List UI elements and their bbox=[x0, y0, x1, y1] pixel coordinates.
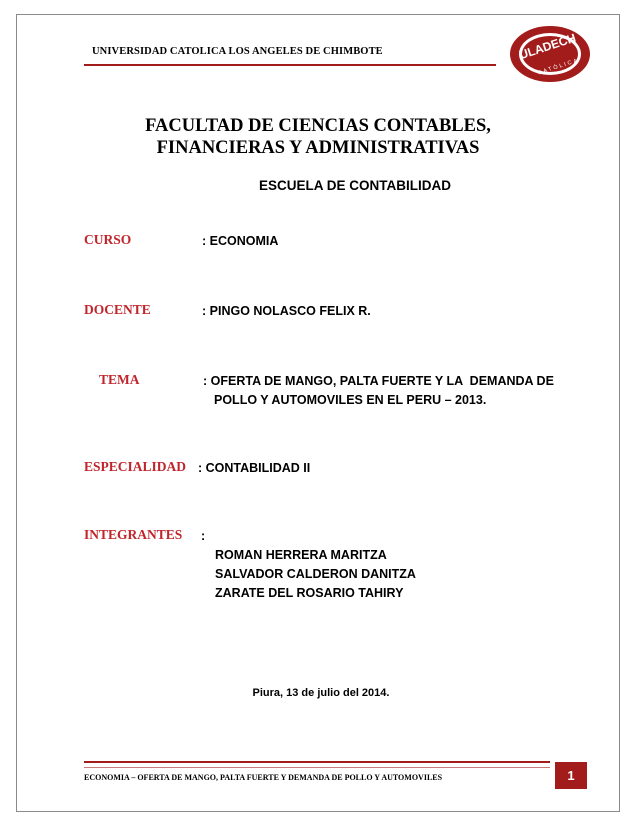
header-university: UNIVERSIDAD CATOLICA LOS ANGELES DE CHIMBOTE bbox=[92, 46, 383, 57]
integrantes-list bbox=[201, 527, 416, 603]
logo-text: ULADECH bbox=[517, 30, 578, 63]
docente-value: : PINGO NOLASCO FELIX R. bbox=[202, 304, 371, 318]
footer-rule-thick bbox=[84, 761, 550, 763]
member-item: ZARATE DEL ROSARIO TAHIRY bbox=[215, 586, 404, 600]
integrantes-colon: : bbox=[201, 529, 206, 543]
especialidad-label: ESPECIALIDAD bbox=[84, 459, 187, 474]
especialidad-value: : CONTABILIDAD II bbox=[198, 461, 311, 475]
member-item: SALVADOR CALDERON DANITZA bbox=[215, 567, 416, 581]
date-text: Piura, 13 de julio del 2014. bbox=[252, 687, 390, 699]
member-item: ROMAN HERRERA MARITZA bbox=[215, 548, 387, 562]
logo-subtext: CATÓLICA bbox=[537, 57, 580, 77]
header-rule bbox=[84, 64, 496, 66]
tema-label: TEMA bbox=[99, 372, 140, 387]
uladech-logo bbox=[502, 20, 598, 86]
curso-label: CURSO bbox=[84, 232, 132, 247]
faculty-title: FACULTAD DE CIENCIAS CONTABLES, FINANCIERAS Y ADMINISTRATIVAS bbox=[145, 116, 491, 158]
footer-text: ECONOMIA – OFERTA DE MANGO, PALTA FUERTE Y DEMANDA DE POLLO Y AUTOMOVILES bbox=[84, 773, 443, 782]
tema-value-line1: : OFERTA DE MANGO, PALTA FUERTE Y LA DEMANDA DE bbox=[203, 374, 554, 388]
footer-rule-thin bbox=[84, 767, 550, 768]
integrantes-label: INTEGRANTES bbox=[84, 527, 183, 542]
tema-value-line2: POLLO Y AUTOMOVILES EN EL PERU – 2013. bbox=[214, 393, 487, 407]
date-line bbox=[0, 683, 638, 701]
curso-value: : ECONOMIA bbox=[202, 234, 279, 248]
school-name: ESCUELA DE CONTABILIDAD bbox=[259, 178, 451, 193]
page-number: 1 bbox=[555, 762, 587, 789]
school-line bbox=[0, 177, 638, 195]
docente-label: DOCENTE bbox=[84, 302, 151, 317]
